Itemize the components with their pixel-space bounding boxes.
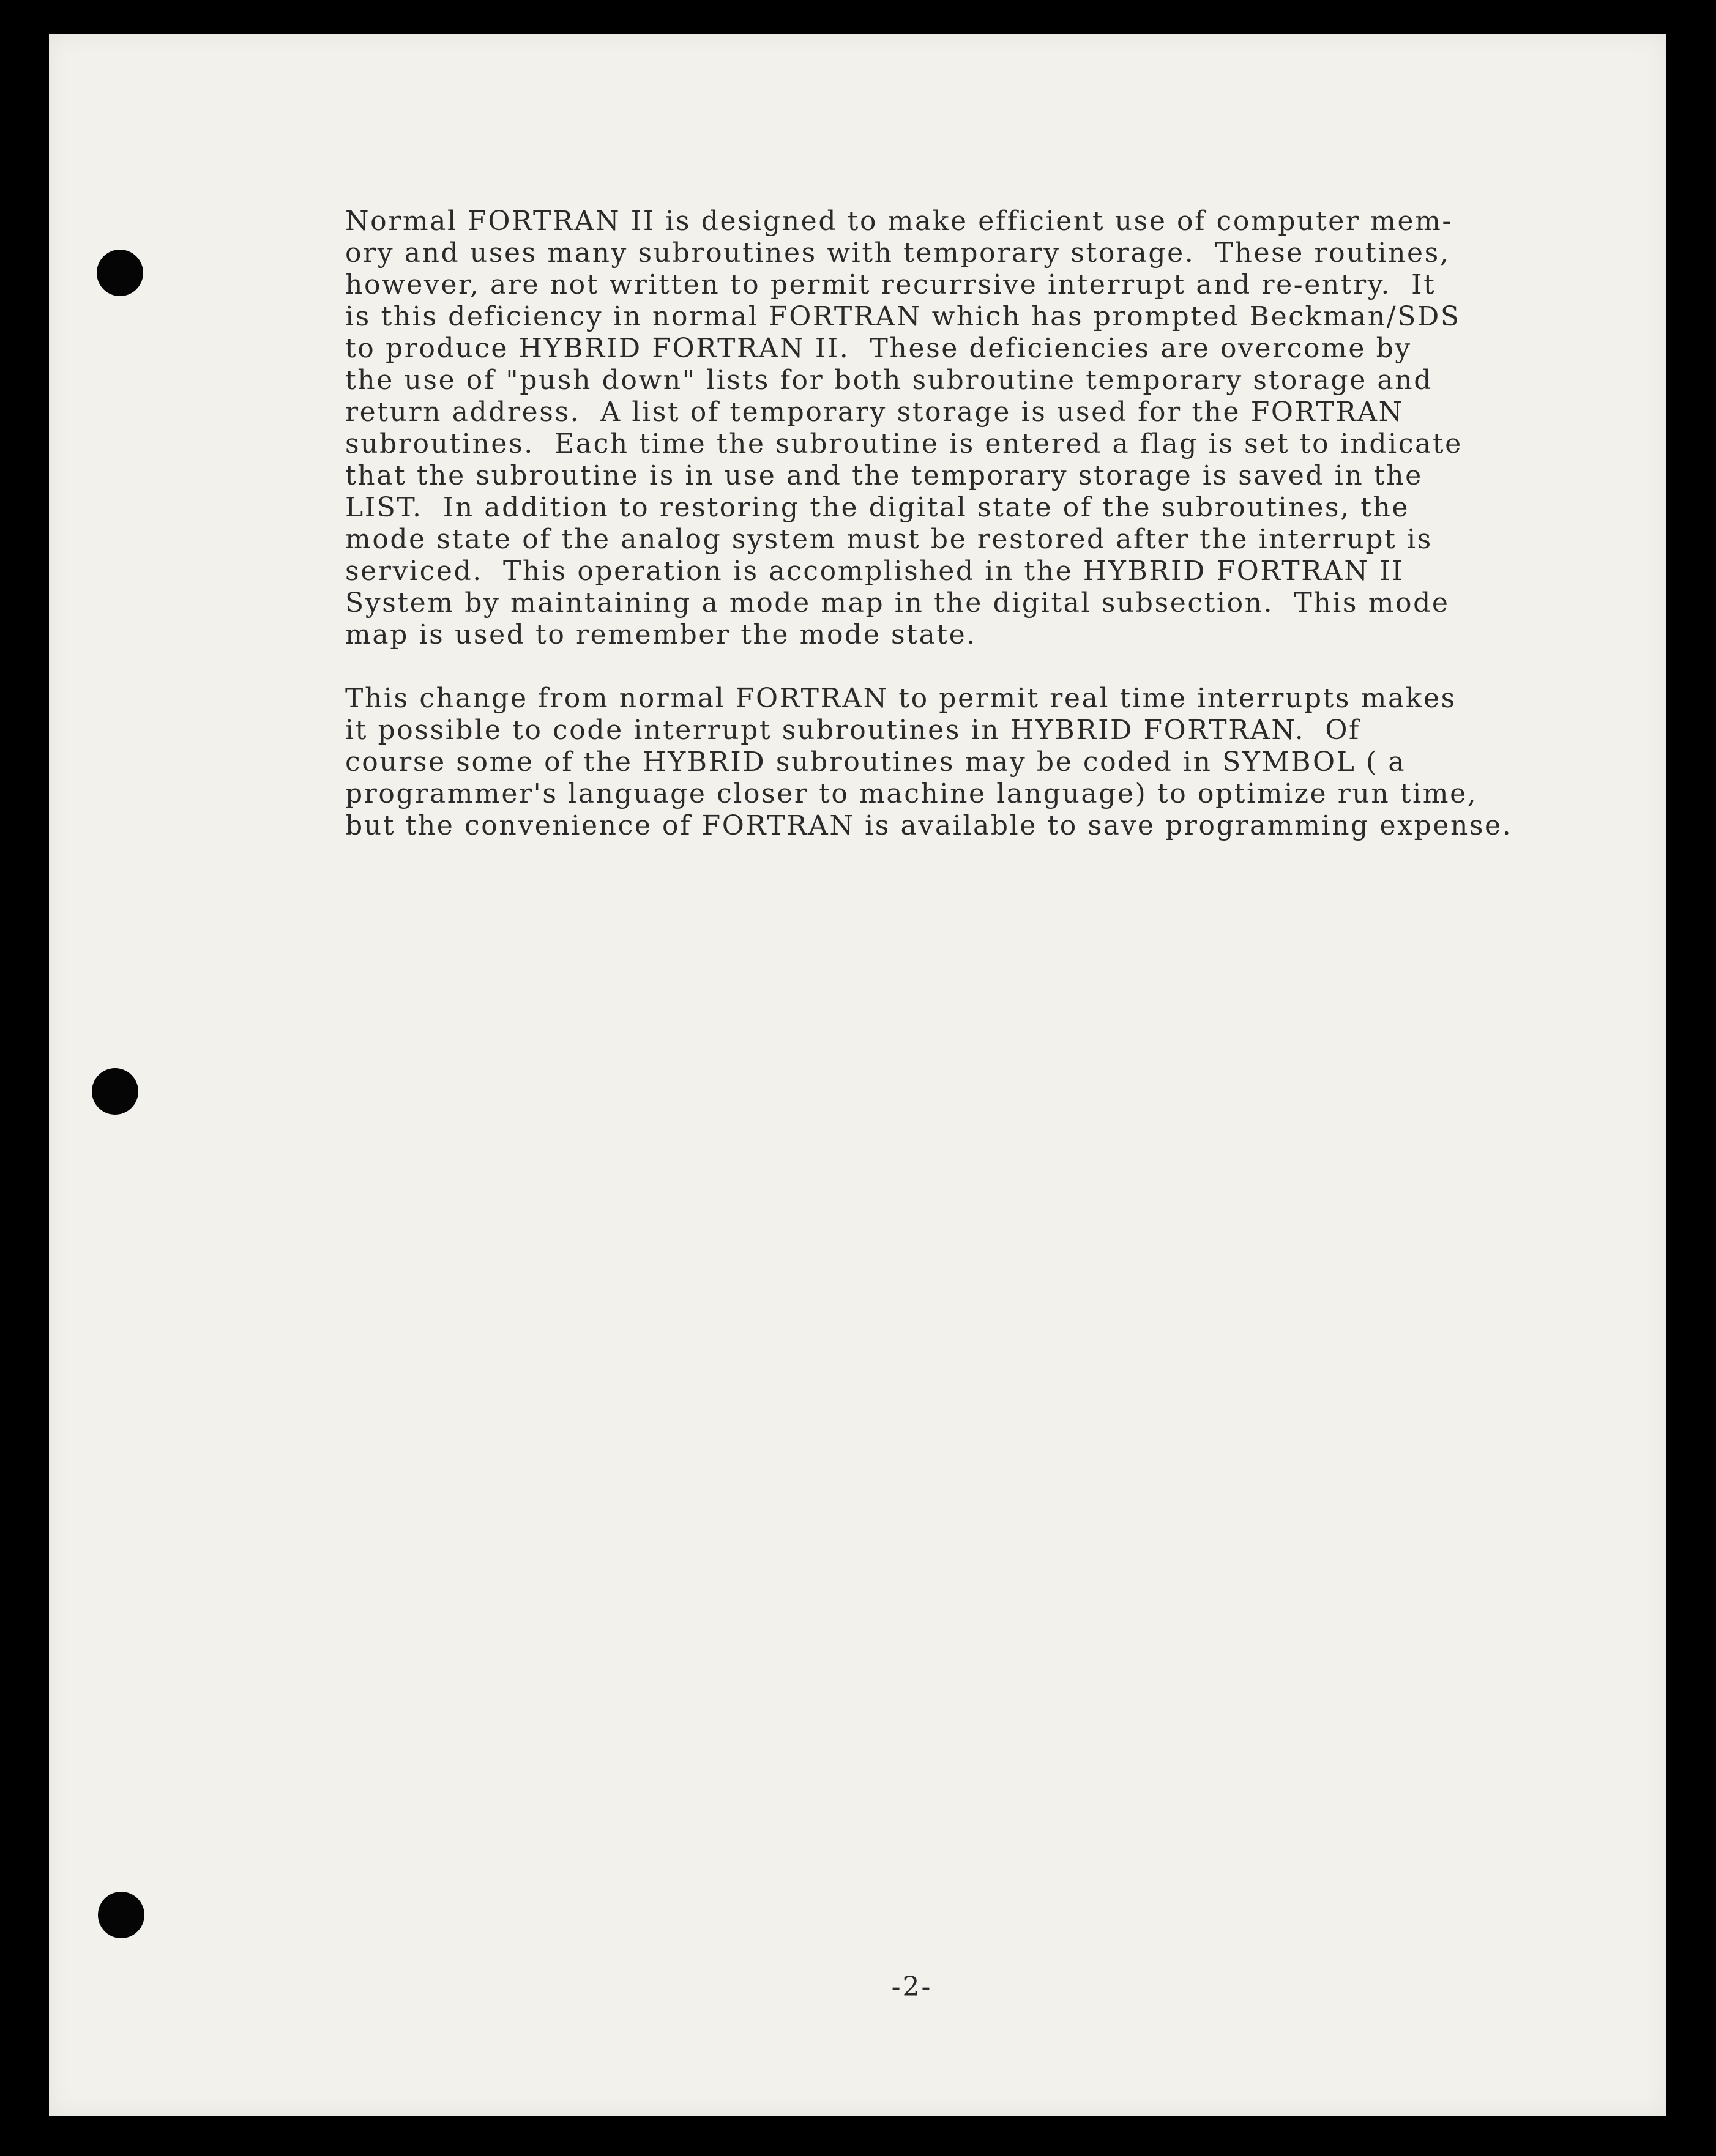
document-page: [49, 34, 1666, 2116]
text-line: course some of the HYBRID subroutines may be coded in SYMBOL ( a: [345, 746, 1406, 778]
punch-hole-middle: [92, 1068, 138, 1115]
text-line: map is used to remember the mode state.: [345, 619, 977, 650]
text-line: programmer's language closer to machine language) to optimize run time,: [345, 778, 1478, 809]
text-line: subroutines. Each time the subroutine is entered a flag is set to indicate: [345, 428, 1463, 459]
text-line: Normal FORTRAN II is designed to make efficient use of computer mem-: [345, 206, 1453, 237]
text-line: System by maintaining a mode map in the digital subsection. This mode: [345, 587, 1450, 619]
page-number: -2-: [891, 1971, 933, 2002]
text-line: however, are not written to permit recurrsive interrupt and re-entry. It: [345, 269, 1436, 300]
text-line: ory and uses many subroutines with temporary storage. These routines,: [345, 237, 1450, 269]
text-line: the use of "push down" lists for both subroutine temporary storage and: [345, 365, 1433, 396]
text-line: but the convenience of FORTRAN is available to save programming expense.: [345, 810, 1513, 841]
text-line: to produce HYBRID FORTRAN II. These deficiencies are overcome by: [345, 333, 1412, 364]
text-line: is this deficiency in normal FORTRAN which has prompted Beckman/SDS: [345, 301, 1461, 332]
text-line: that the subroutine is in use and the temporary storage is saved in the: [345, 460, 1423, 491]
text-line: LIST. In addition to restoring the digital state of the subroutines, the: [345, 492, 1410, 523]
body-paragraph-1: [345, 206, 1606, 651]
punch-hole-bottom: [98, 1892, 144, 1938]
text-line: mode state of the analog system must be restored after the interrupt is: [345, 524, 1433, 555]
text-line: it possible to code interrupt subroutines in HYBRID FORTRAN. Of: [345, 715, 1360, 746]
body-paragraph-2: [345, 683, 1606, 842]
punch-hole-top: [97, 250, 143, 296]
text-line: return address. A list of temporary storage is used for the FORTRAN: [345, 396, 1404, 428]
text-line: This change from normal FORTRAN to permit real time interrupts makes: [345, 683, 1457, 714]
text-line: serviced. This operation is accomplished in the HYBRID FORTRAN II: [345, 556, 1405, 587]
